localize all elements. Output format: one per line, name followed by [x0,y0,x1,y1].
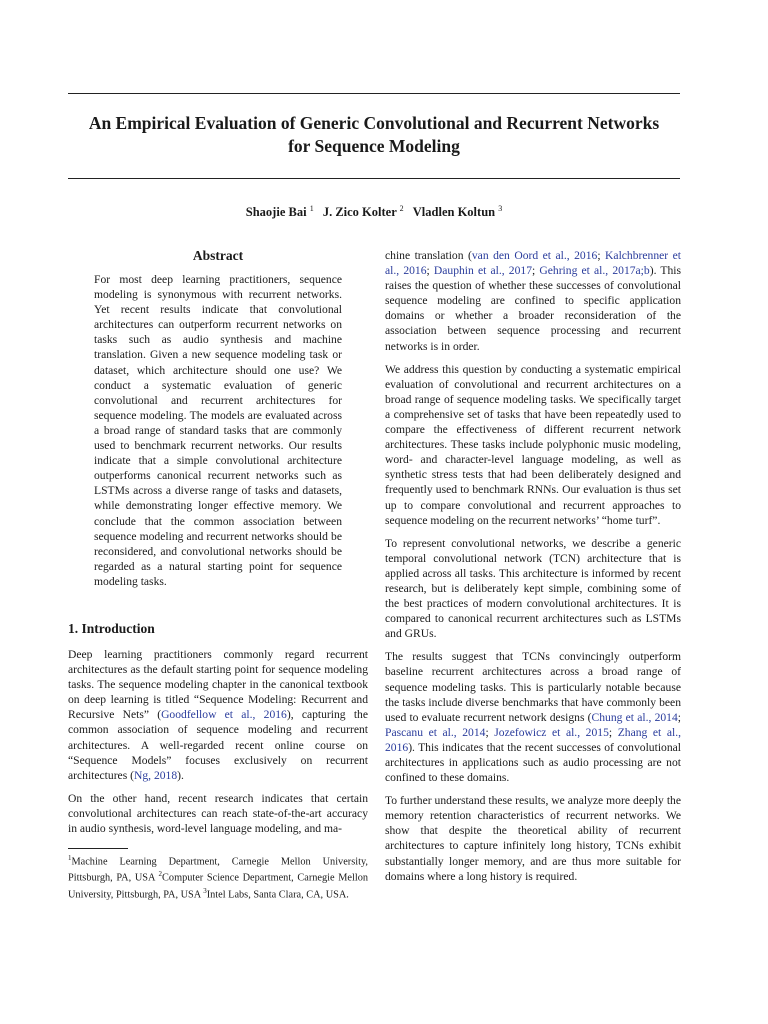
abstract-heading: Abstract [192,248,244,263]
left-column-introduction [68,647,368,844]
author-list [68,204,680,220]
citation-link[interactable]: Ng, 2018 [133,768,178,782]
paper-title [68,112,680,158]
citation-link[interactable]: Kalchbrenner et al., 2016 [385,249,681,278]
citation-link[interactable]: Dauphin et al., 2017 [433,264,532,278]
abstract-body: For most deep learning practitioners, sequence modeling is synonymous with recurrent networks. Yet recent results indicate that convolutional architectures can outperform recurrent networks on tasks such as audio synthesis and machine translation. Given a new sequence modeling task or dataset, which architecture should one use? We conduct a systematic evaluation of generic convolutional and recurrent architectures for sequence modeling. The models are evaluated across a broad range of standard tasks that are commonly used to benchmark recurrent networks. Our results indicate that a simple convolutional architecture outperforms canonical recurrent networks such as LSTMs across a diverse range of tasks and datasets, while demonstrating longer effective memory. We conclude that the common association between sequence modeling and recurrent networks should be reconsidered, and convolutional networks should be regarded as a natural starting point for sequence modeling tasks. [94,273,342,588]
right-paragraph-1: chine translation (van den Oord et al., 2016; Kalchbrenner et al., 2016; Dauphin et al., 2017; Gehring et al., 2017a;b). This raises the question of whether these successes of convolutional sequence modeling are confined to specific application domains or whether a broader reconsideration of the association between sequence processing and recurrent networks is in order. [385,249,682,353]
author-3: Vladlen Koltun $^3$ [412,204,503,220]
citation-link[interactable]: Goodfellow et al., 2016 [161,708,287,722]
right-paragraph-5: To further understand these results, we analyze more deeply the memory retention characteristics of recurrent networks. We show that despite the theoretical ability of recurrent architectures to capture infinitely long history, TCNs exhibit substantially longer memory, and are thus more suitable for domains where a long history is required. [385,794,681,883]
author-2: J. Zico Kolter $^2$ [322,204,404,220]
citation-link[interactable]: Jozefowicz et al., 2015 [494,725,609,739]
author-1: Shaojie Bai $^1$ [245,204,314,220]
title-rule-bottom [68,178,680,179]
right-paragraph-2: We address this question by conducting a systematic empirical evaluation of convolutional and recurrent architectures on a broad range of sequence modeling tasks. We specifically target a comprehensive set of tasks that have been repeatedly used to compare the effectiveness of different recurrent network architectures. These tasks include polyphonic music modeling, word- and character-level language modeling, as well as synthetic stress tests that had been deliberately designed and frequently used to benchmark RNNs. Our evaluation is thus set up to compare convolutional and recurrent approaches to sequence modeling on the recurrent networks’ “home turf”. [385,362,681,527]
section-heading-introduction: 1. Introduction [68,621,155,636]
footnote-rule [68,848,128,849]
citation-link[interactable]: Pascanu et al., 2014 [385,725,486,739]
citation-link[interactable]: Gehring et al., 2017a;b [539,264,650,278]
affiliation-footnote: $^1$Machine Learning Department, Carnegie Mellon University, Pittsburgh, PA, USA $^2$Computer Science Department, Carnegie Mellon University, Pittsburgh, PA, USA $^3$Intel Labs, Santa Clara, CA, USA. [68,854,368,901]
title-rule-top [68,93,680,94]
citation-link[interactable]: van den Oord et al., 2016 [471,249,598,262]
intro-paragraph-1: Deep learning practitioners commonly regard recurrent architectures as the default starting point for sequence modeling tasks. The sequence modeling chapter in the canonical textbook on deep learning is titled “Sequence Modeling: Recurrent and Recursive Nets” (Goodfellow et al., 2016), capturing the common association of sequence modeling and recurrent architectures. A well-regarded recent online course on “Sequence Models” focuses exclusively on recurrent architectures (Ng, 2018). [68,648,368,782]
right-column [385,248,681,892]
citation-link[interactable]: Zhang et al., 2016 [385,725,681,754]
right-paragraph-4: The results suggest that TCNs convincingly outperform baseline recurrent architectures across a broad range of sequence modeling tasks. This is particularly notable because the tasks include diverse benchmarks that have commonly been used to evaluate recurrent network designs (Chung et al., 2014; Pascanu et al., 2014; Jozefowicz et al., 2015; Zhang et al., 2016). This indicates that the recent successes of convolutional architectures in applications such as audio processing are not confined to these domains. [385,650,681,785]
intro-paragraph-2: On the other hand, recent research indicates that certain convolutional architectures can reach state-of-the-art accuracy in audio synthesis, word-level language modeling, and ma- [68,791,368,836]
title-line-1: An Empirical Evaluation of Generic Convolutional and Recurrent Networks [88,113,660,133]
title-line-2: for Sequence Modeling [288,136,460,156]
right-paragraph-3: To represent convolutional networks, we describe a generic temporal convolutional network (TCN) architecture that is applied across all tasks. This architecture is informed by recent research, but is deliberately kept simple, combining some of the best practices of modern convolutional architectures. It is compared to canonical recurrent architectures such as LSTMs and GRUs. [385,536,681,641]
citation-link[interactable]: Chung et al., 2014 [591,710,678,724]
